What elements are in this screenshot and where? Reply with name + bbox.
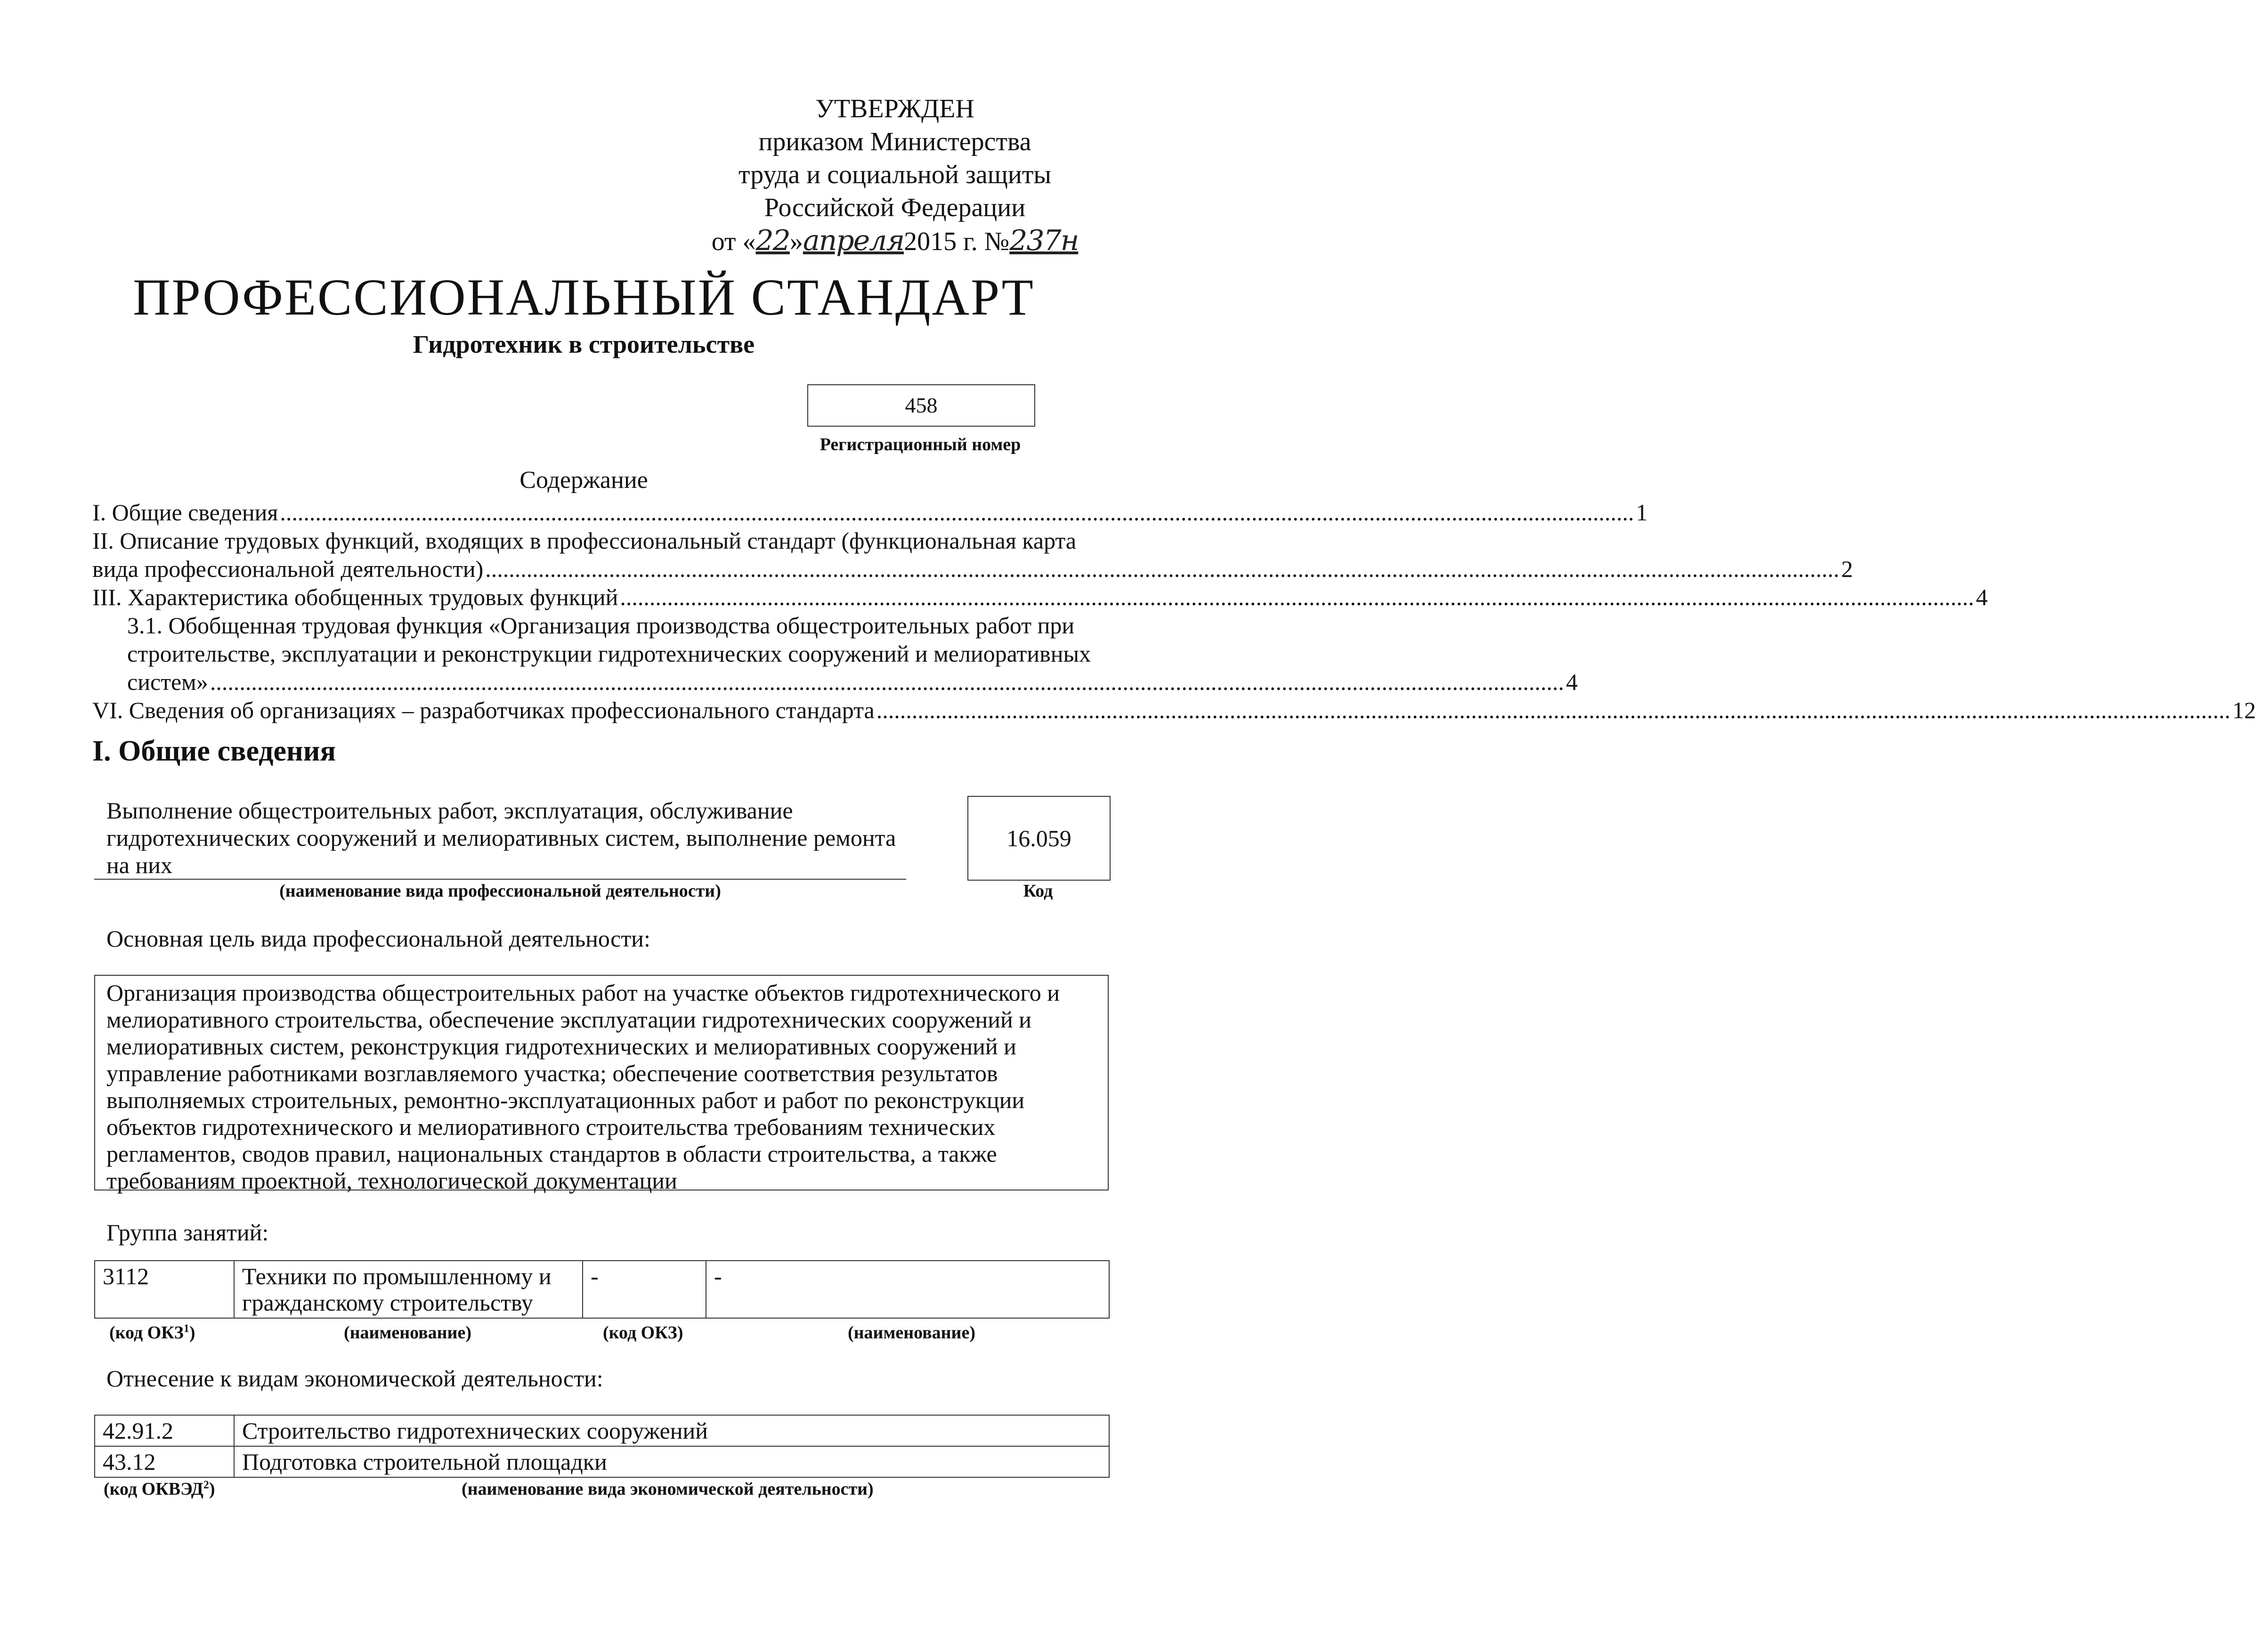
econ-label: Отнесение к видам экономической деятельности: xyxy=(106,1365,603,1392)
approval-line: труда и социальной защиты xyxy=(738,160,1051,189)
registration-number-box: 458 xyxy=(807,384,1035,427)
table-of-contents xyxy=(92,498,2256,724)
okved-code-caption: (код ОКВЭД$^2$) xyxy=(104,1479,215,1499)
toc-page-number: 12 xyxy=(2232,697,2256,723)
activity-caption: (наименование вида профессиональной деятельности) xyxy=(279,881,721,901)
activity-code-box: 16.059 xyxy=(967,796,1111,881)
okz-code-cell: 3112 xyxy=(95,1261,234,1318)
handwritten-month: апреля xyxy=(803,224,904,257)
activity-code-caption: Код xyxy=(1023,881,1053,901)
table-row xyxy=(95,1446,1109,1477)
okz-code-caption: (код ОКЗ) xyxy=(603,1323,683,1343)
goal-box: Организация производства общестроительных работ на участке объектов гидротехнического и мелиоративного строительства, обеспечение эксплуатации гидротехнических сооружений и мелиоративных систем, реконструкция гидротехнических и мелиоративных сооружений и управление работниками возглавляемого участка; обеспечение соответствия результатов выполняемых строительных, ремонтно-эксплуатационных работ и работ по реконструкции объектов гидротехнического и мелиоративного строительства требованиям технических регламентов, сводов правил, национальных стандартов в области строительства, а также требованиям проектной, технологической документации xyxy=(94,975,1109,1190)
occupation-group-table xyxy=(94,1260,1110,1319)
toc-item-line[interactable]: строительстве, эксплуатации и реконструкции гидротехнических сооружений и мелиоративных xyxy=(127,640,1091,667)
toc-title: Содержание xyxy=(519,467,648,494)
document-title: ПРОФЕССИОНАЛЬНЫЙ СТАНДАРТ xyxy=(133,268,1035,326)
toc-item[interactable]: I. Общие сведения ...................................................................................................................................................................................................................................... 1 xyxy=(92,499,1648,526)
toc-subitem xyxy=(92,611,1578,696)
okved-name-cell: Подготовка строительной площадки xyxy=(234,1446,1109,1477)
toc-item-line[interactable]: 3.1. Обобщенная трудовая функция «Организация производства общестроительных работ при xyxy=(127,612,1075,639)
approval-heading: УТВЕРЖДЕН xyxy=(815,94,974,123)
toc-page-number: 1 xyxy=(1636,499,1648,526)
handwritten-order-number: 237н xyxy=(1009,224,1079,257)
okved-name-caption: (наименование вида экономической деятельности) xyxy=(462,1479,874,1499)
okved-code-cell: 43.12 xyxy=(95,1446,234,1477)
approval-line: приказом Министерства xyxy=(758,127,1031,156)
okved-name-cell: Строительство гидротехнических сооружений xyxy=(234,1415,1109,1446)
toc-item[interactable]: VI. Сведения об организациях – разработчиках профессионального стандарта ...................................................................................................................................................................................................................................... 12 xyxy=(92,697,2256,723)
toc-page-number: 4 xyxy=(1566,669,1578,695)
table-row xyxy=(95,1261,1109,1318)
approval-block xyxy=(706,92,1083,258)
okz-code-cell: - xyxy=(583,1261,706,1318)
toc-item[interactable]: вида профессиональной деятельности) ...................................................................................................................................................................................................................................... 2 xyxy=(92,556,1853,582)
document-subtitle: Гидротехник в строительстве xyxy=(413,330,755,358)
okz-code-caption: (код ОКЗ$^1$) xyxy=(109,1322,195,1343)
okz-name-cell: - xyxy=(706,1261,1109,1318)
section-heading: I. Общие сведения xyxy=(92,735,336,767)
activity-name: Выполнение общестроительных работ, эксплуатация, обслуживание гидротехнических сооружений и мелиоративных систем, выполнение ремонта на них xyxy=(106,797,896,878)
registration-number-label: Регистрационный номер xyxy=(820,435,1021,454)
econ-activity-table xyxy=(94,1415,1110,1478)
goal-label: Основная цель вида профессиональной деятельности: xyxy=(106,925,650,952)
toc-page-number: 2 xyxy=(1841,556,1853,582)
toc-item[interactable]: III. Характеристика обобщенных трудовых функций ...................................................................................................................................................................................................................................... 4 xyxy=(92,584,1988,610)
approval-line: Российской Федерации xyxy=(764,193,1026,222)
group-label: Группа занятий: xyxy=(106,1219,269,1246)
toc-item[interactable]: систем» ...................................................................................................................................................................................................................................... 4 xyxy=(127,669,1578,695)
approval-date-line: от «22»апреля2015 г. №237н xyxy=(711,224,1079,257)
okz-name-caption: (наименование) xyxy=(344,1323,471,1343)
okz-name-caption: (наименование) xyxy=(848,1323,975,1343)
okved-code-cell: 42.91.2 xyxy=(95,1415,234,1446)
activity-underline xyxy=(94,879,906,880)
okz-name-cell: Техники по промышленному и гражданскому строительству xyxy=(234,1261,583,1318)
toc-page-number: 4 xyxy=(1976,584,1988,610)
toc-item-line[interactable]: II. Описание трудовых функций, входящих в профессиональный стандарт (функциональная карта xyxy=(92,527,1077,554)
table-row xyxy=(95,1415,1109,1446)
handwritten-day: 22 xyxy=(755,224,790,257)
